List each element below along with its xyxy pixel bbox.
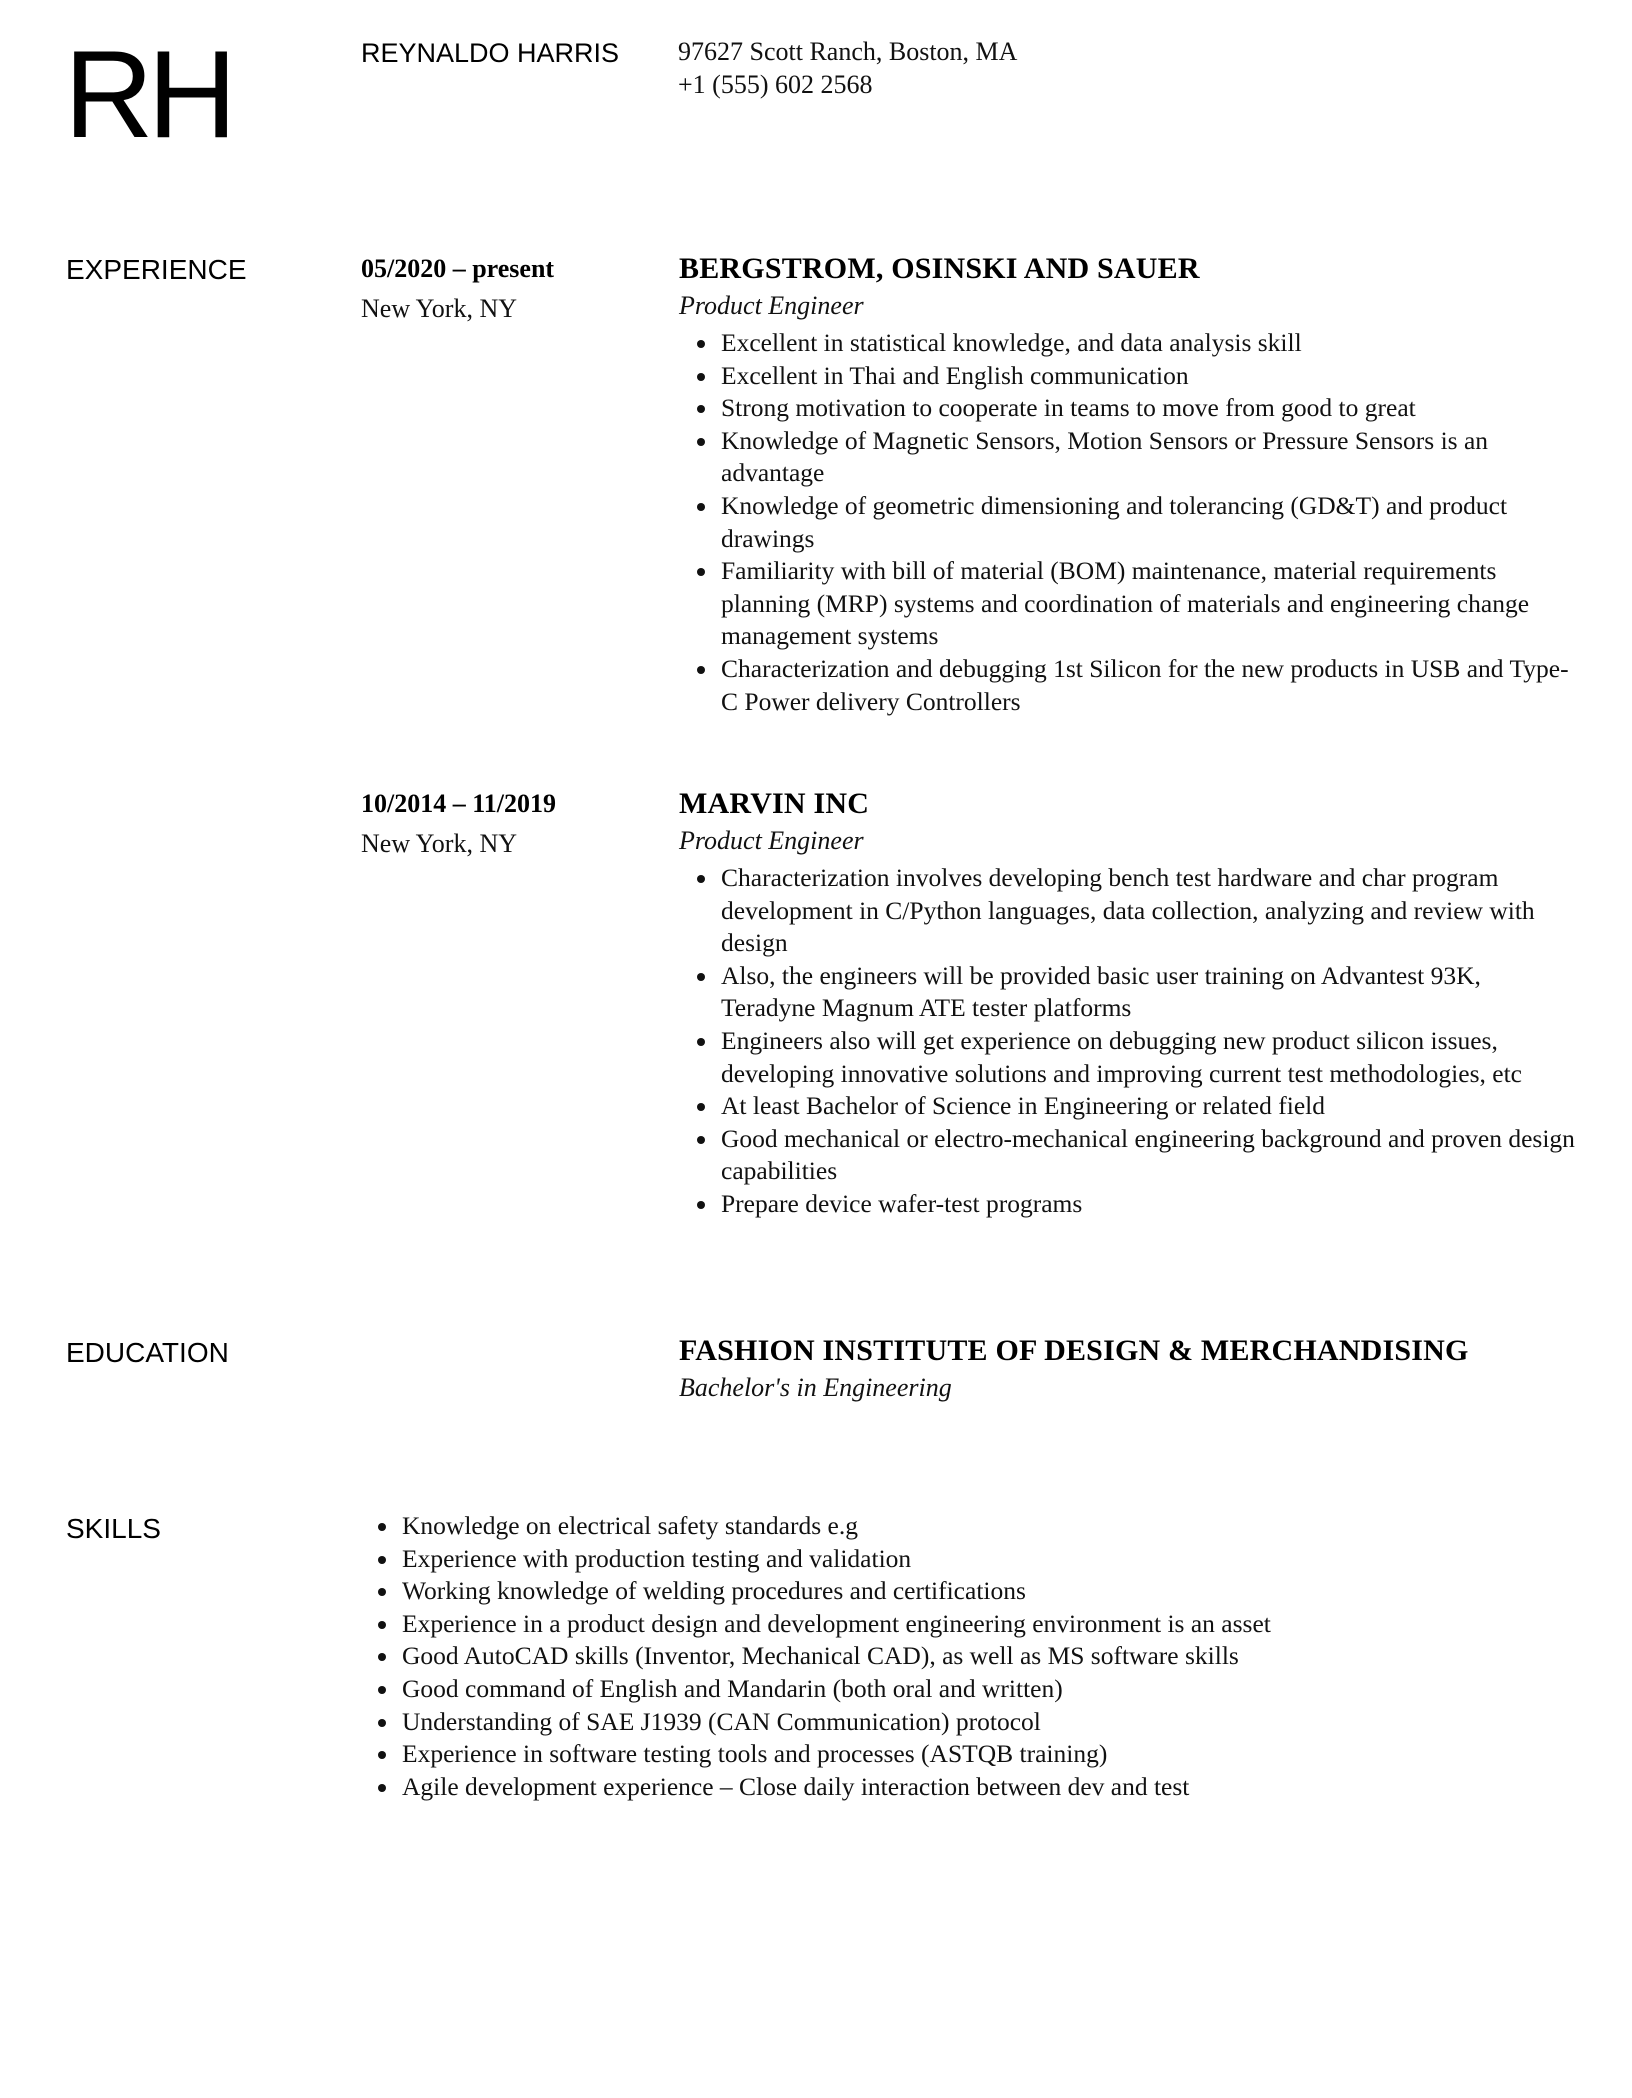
degree: Bachelor's in Engineering: [679, 1373, 952, 1402]
list-item: • Experience with production testing and validation: [400, 1543, 1560, 1576]
list-item: • Excellent in Thai and English communication: [719, 360, 1579, 393]
job-responsibilities: [679, 327, 1579, 718]
job-location: New York, NY: [361, 294, 518, 323]
list-item: • Knowledge on electrical safety standards e.g: [400, 1510, 1560, 1543]
skills-section-title: SKILLS: [66, 1513, 161, 1544]
list-item: • Also, the engineers will be provided basic user training on Advantest 93K, Teradyne Magnum ATE tester platforms: [719, 960, 1579, 1025]
job-role: Product Engineer: [679, 291, 864, 320]
list-item: • Familiarity with bill of material (BOM) maintenance, material requirements planning (MRP) systems and coordination of materials and engineering change management systems: [719, 555, 1579, 653]
list-item: • Good AutoCAD skills (Inventor, Mechanical CAD), as well as MS software skills: [400, 1640, 1560, 1673]
skills-list-container: [360, 1510, 1560, 1803]
contact-info: [678, 35, 1017, 101]
phone: +1 (555) 602 2568: [678, 70, 873, 99]
job-1-meta: [361, 249, 554, 329]
address: 97627 Scott Ranch, Boston, MA: [678, 37, 1018, 66]
company-name: BERGSTROM, OSINSKI AND SAUER: [679, 252, 1200, 285]
list-item: • Characterization and debugging 1st Silicon for the new products in USB and Type-C Power delivery Controllers: [719, 653, 1579, 718]
education-section-title: EDUCATION: [66, 1337, 229, 1368]
list-item: • Prepare device wafer-test programs: [719, 1188, 1579, 1221]
job-location: New York, NY: [361, 829, 518, 858]
candidate-name: REYNALDO HARRIS: [361, 38, 620, 68]
school-name: FASHION INSTITUTE OF DESIGN & MERCHANDISING: [679, 1334, 1469, 1367]
list-item: • Good mechanical or electro-mechanical engineering background and proven design capabilities: [719, 1123, 1579, 1188]
list-item: • Strong motivation to cooperate in teams to move from good to great: [719, 392, 1579, 425]
job-2: [679, 784, 1579, 1221]
job-responsibilities: [679, 862, 1579, 1221]
list-item: • At least Bachelor of Science in Engineering or related field: [719, 1090, 1579, 1123]
list-item: • Good command of English and Mandarin (both oral and written): [400, 1673, 1560, 1706]
list-item: • Experience in a product design and development engineering environment is an asset: [400, 1608, 1560, 1641]
list-item: • Knowledge of geometric dimensioning and tolerancing (GD&T) and product drawings: [719, 490, 1579, 555]
experience-section-title: EXPERIENCE: [66, 254, 247, 285]
job-dates: 10/2014 – 11/2019: [361, 789, 557, 818]
job-dates: 05/2020 – present: [361, 254, 555, 283]
list-item: • Experience in software testing tools and processes (ASTQB training): [400, 1738, 1560, 1771]
job-role: Product Engineer: [679, 826, 864, 855]
list-item: • Agile development experience – Close daily interaction between dev and test: [400, 1771, 1560, 1804]
education-entry: [679, 1331, 1579, 1405]
job-1: [679, 249, 1579, 718]
company-name: MARVIN INC: [679, 787, 870, 820]
job-2-meta: [361, 784, 556, 864]
monogram: RH: [64, 26, 232, 164]
list-item: • Working knowledge of welding procedures and certifications: [400, 1575, 1560, 1608]
list-item: • Characterization involves developing bench test hardware and char program development in C/Python languages, data collection, analyzing and review with design: [719, 862, 1579, 960]
list-item: • Excellent in statistical knowledge, and data analysis skill: [719, 327, 1579, 360]
list-item: • Engineers also will get experience on debugging new product silicon issues, developing innovative solutions and improving current test methodologies, etc: [719, 1025, 1579, 1090]
list-item: • Knowledge of Magnetic Sensors, Motion Sensors or Pressure Sensors is an advantage: [719, 425, 1579, 490]
list-item: • Understanding of SAE J1939 (CAN Communication) protocol: [400, 1706, 1560, 1739]
skills-list: [360, 1510, 1560, 1803]
